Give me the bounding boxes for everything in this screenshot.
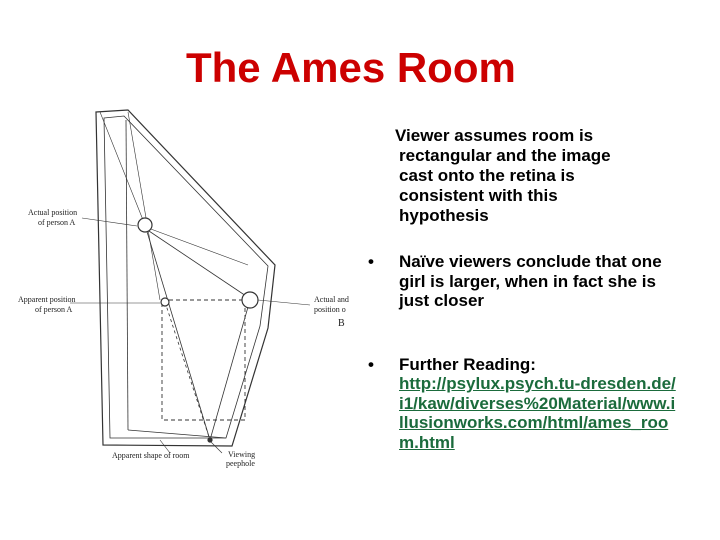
intro-line-5: hypothesis [399,206,489,225]
label-apparent-1: Apparent position [18,295,76,304]
sight-line-b [210,300,250,440]
room-outline-inner [104,116,268,438]
label-shape: Apparent shape of room [112,451,190,460]
label-apparent-2: of person A [35,305,73,314]
bullet-naive-text: Naïve viewers conclude that one girl is larger, when in fact she is just closer [399,252,662,310]
apparent-a-marker [161,298,169,306]
slide-title: The Ames Room [186,44,516,91]
leader-actual-b [258,300,310,305]
person-a-marker [138,218,152,232]
label-actual-b-1: Actual and [314,295,349,304]
sight-line-d [100,112,145,225]
intro-line-4: consistent with this [399,186,558,205]
sight-line-c [165,302,210,440]
intro-line-1: Viewer assumes room is [395,126,594,145]
leader-viewing [210,441,222,453]
label-marker-b: B [338,318,345,329]
label-actual-b-2: position o [314,305,346,314]
ames-room-diagram [0,100,360,470]
back-wall-edge [126,120,128,430]
further-reading-link[interactable]: http://psylux.psych.tu-dresden.de/i1/kaw/diverses%20Material/www.illusionworks.com/html/ames_room.html [399,374,676,452]
bullet-naive-viewers [368,252,688,311]
person-b-marker [242,292,258,308]
label-viewing-1: Viewing [228,450,256,459]
intro-line-2: rectangular and the image [399,146,611,165]
wall-line-2 [140,225,248,265]
bullet-dot: • [368,354,374,374]
bullet-further-reading [368,355,688,453]
intro-line-3: cast onto the retina is [399,166,575,185]
peephole-marker [208,438,212,442]
intro-paragraph [368,126,668,226]
wall-line [140,225,252,300]
bullet-list [368,252,688,452]
label-actual-a-2: of person A [38,218,76,227]
label-viewing-2: peephole [226,459,255,468]
bullet-dot: • [368,252,374,271]
sight-line-a [145,225,210,440]
further-reading-label: Further Reading: [399,354,536,374]
sight-line-e [128,112,160,300]
room-outline [96,110,275,446]
label-actual-a-1: Actual position [28,208,78,217]
leader-actual-a [82,218,137,226]
